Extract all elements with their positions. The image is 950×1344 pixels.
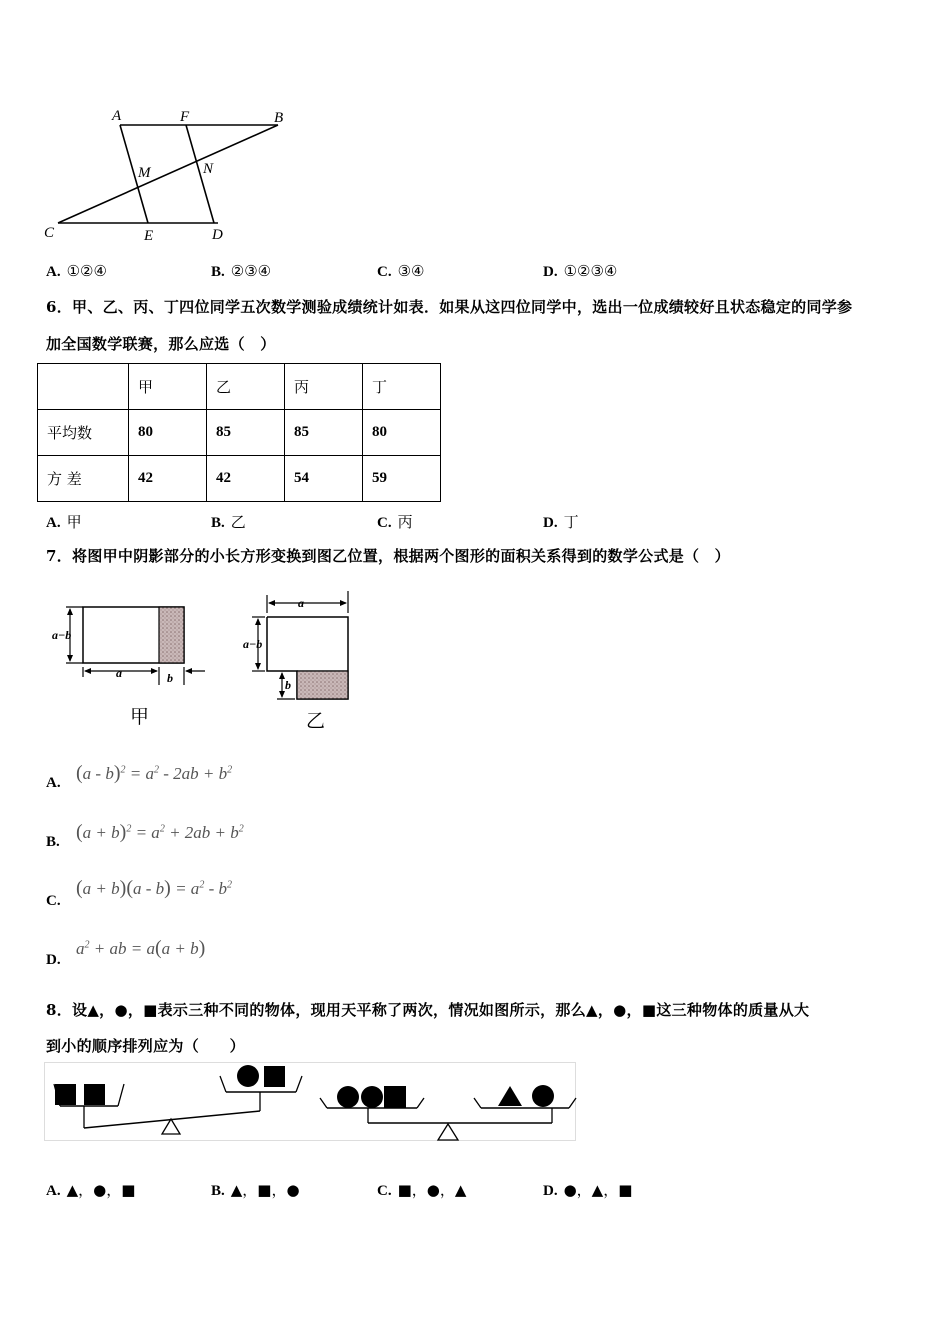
q6-option-b[interactable] bbox=[211, 511, 246, 532]
option-text: ▲，●，■ bbox=[66, 1181, 136, 1199]
option-text: 乙 bbox=[230, 513, 246, 531]
q6-option-a[interactable] bbox=[46, 511, 82, 532]
q5-option-d[interactable] bbox=[543, 262, 617, 281]
q7-formula-b-text: (a + b)² = a² + 2ab + b² bbox=[270, 834, 283, 835]
option-letter: D. bbox=[543, 264, 558, 280]
q7-option-d-formula: $a^2$ + ab = a(a + b) bbox=[76, 937, 206, 959]
square-icon bbox=[384, 1086, 406, 1108]
q7-option-b-formula: $(a + b)^2 = a^2 + 2ab + b^2$ bbox=[76, 821, 244, 843]
label-a: A bbox=[112, 108, 122, 124]
option-letter: B. bbox=[211, 515, 225, 531]
q7-option-c-formula: $(a + b)(a - b) = a^2 - b^2$ bbox=[76, 877, 232, 899]
q6-text-line2: 加全国数学联赛，那么应选（ ） bbox=[46, 335, 276, 353]
q7-option-b-letter[interactable]: B. bbox=[46, 834, 60, 850]
label-n: N bbox=[203, 161, 214, 177]
q6-option-d[interactable] bbox=[543, 511, 579, 532]
q7-formula-c-text: (a + b)(a - b) = a² - b² bbox=[270, 893, 281, 894]
balance-figure bbox=[44, 1062, 578, 1144]
option-letter: A. bbox=[46, 515, 61, 531]
caption-jia: 甲 bbox=[130, 706, 150, 728]
option-letter: A. bbox=[46, 1183, 61, 1199]
option-text: ③④ bbox=[397, 262, 425, 280]
label-a-minus-b: a−b bbox=[52, 628, 72, 642]
table-cell: 丙 bbox=[285, 364, 363, 410]
table-cell: 80 bbox=[363, 410, 441, 456]
circle-icon bbox=[337, 1086, 359, 1108]
option-letter: C. bbox=[377, 1183, 392, 1199]
option-letter: C. bbox=[377, 264, 392, 280]
table-cell: 丁 bbox=[363, 364, 441, 410]
table-cell: 54 bbox=[285, 456, 363, 502]
label-a: a bbox=[116, 666, 122, 680]
label-a: a bbox=[298, 596, 304, 610]
table-cell: 方 差 bbox=[38, 456, 129, 502]
option-letter: D. bbox=[543, 1183, 558, 1199]
figure-yi bbox=[240, 585, 370, 735]
shaded-strip bbox=[297, 671, 348, 699]
option-letter: B. bbox=[211, 264, 225, 280]
label-b: B bbox=[274, 110, 284, 126]
q6-text-line1: 6．甲、乙、丙、丁四位同学五次数学测验成绩统计如表．如果从这四位同学中，选出一位成绩较好且状态稳定的同学参 bbox=[46, 298, 853, 316]
table-cell: 85 bbox=[207, 410, 285, 456]
q8-text-line1: 8．设▲，●，■表示三种不同的物体，现用天平称了两次，情况如图所示，那么▲，●，■这三种物体的质量从大 bbox=[46, 1001, 810, 1019]
parallelogram-figure bbox=[40, 105, 300, 245]
q7-option-c-letter[interactable]: C. bbox=[46, 893, 61, 909]
option-letter: B. bbox=[211, 1183, 225, 1199]
table-cell: 85 bbox=[285, 410, 363, 456]
option-letter: A. bbox=[46, 264, 61, 280]
fulcrum-icon bbox=[162, 1119, 180, 1134]
q8-option-b[interactable] bbox=[211, 1179, 300, 1200]
shaded-strip bbox=[159, 607, 184, 663]
table-cell: 甲 bbox=[129, 364, 207, 410]
table-cell: 80 bbox=[129, 410, 207, 456]
q6-option-c[interactable] bbox=[377, 511, 413, 532]
label-a-minus-b: a−b bbox=[243, 637, 263, 651]
q8-option-a[interactable] bbox=[46, 1179, 135, 1200]
caption-yi: 乙 bbox=[306, 710, 326, 732]
square-icon bbox=[84, 1084, 105, 1105]
option-text: ①②④ bbox=[66, 262, 107, 280]
balance-1 bbox=[54, 1065, 302, 1134]
square-icon bbox=[264, 1066, 285, 1087]
option-text: 甲 bbox=[66, 513, 82, 531]
q8-option-d[interactable] bbox=[543, 1179, 632, 1200]
q5-option-b[interactable] bbox=[211, 262, 271, 281]
table-cell: 平均数 bbox=[38, 410, 129, 456]
option-text: ▲，■，● bbox=[230, 1181, 300, 1199]
option-text: ■，●，▲ bbox=[397, 1181, 467, 1199]
table-row bbox=[38, 410, 441, 456]
line-cb bbox=[58, 125, 278, 223]
circle-icon bbox=[361, 1086, 383, 1108]
q7-option-a-letter[interactable]: A. bbox=[46, 775, 61, 791]
q7-formula-d-text: a² + ab = a(a + b) bbox=[270, 952, 280, 953]
q8-text-line2: 到小的顺序排列应为（ ） bbox=[46, 1037, 245, 1055]
label-m: M bbox=[138, 165, 151, 181]
table-cell: 59 bbox=[363, 456, 441, 502]
option-text: 丁 bbox=[563, 513, 579, 531]
option-text: ②③④ bbox=[230, 262, 272, 280]
label-e: E bbox=[144, 228, 154, 244]
table-cell: 乙 bbox=[207, 364, 285, 410]
circle-icon bbox=[237, 1065, 259, 1087]
balance-2 bbox=[320, 1085, 576, 1140]
table-cell: 42 bbox=[129, 456, 207, 502]
q5-option-a[interactable] bbox=[46, 262, 107, 281]
table-row bbox=[38, 456, 441, 502]
option-text: 丙 bbox=[397, 513, 413, 531]
option-text: ●，▲，■ bbox=[563, 1181, 633, 1199]
figure-jia bbox=[50, 595, 220, 735]
q7-option-a-formula: $(a - b)^2 = a^2 - 2ab + b^2$ bbox=[76, 762, 233, 784]
label-d: D bbox=[212, 227, 223, 243]
table-header-row bbox=[38, 364, 441, 410]
q7-option-d-letter[interactable]: D. bbox=[46, 952, 61, 968]
q7-text-line1: 7．将图甲中阴影部分的小长方形变换到图乙位置，根据两个图形的面积关系得到的数学公式是（ ） bbox=[46, 547, 730, 565]
label-b: b bbox=[167, 671, 173, 685]
q7-formula-a-text: (a - b)² = a² - 2ab + b² bbox=[270, 775, 282, 776]
square-icon bbox=[55, 1084, 76, 1105]
table-cell: 42 bbox=[207, 456, 285, 502]
table-cell bbox=[38, 364, 129, 410]
circle-icon bbox=[532, 1085, 554, 1107]
label-f: F bbox=[180, 109, 190, 125]
label-b: b bbox=[285, 678, 291, 692]
label-c: C bbox=[44, 225, 55, 241]
stats-table bbox=[37, 363, 441, 502]
option-letter: C. bbox=[377, 515, 392, 531]
q5-option-c[interactable] bbox=[377, 262, 425, 281]
fulcrum-icon bbox=[438, 1124, 458, 1140]
triangle-icon bbox=[498, 1086, 522, 1106]
option-text: ①②③④ bbox=[563, 262, 618, 280]
option-letter: D. bbox=[543, 515, 558, 531]
q8-option-c[interactable] bbox=[377, 1179, 466, 1200]
